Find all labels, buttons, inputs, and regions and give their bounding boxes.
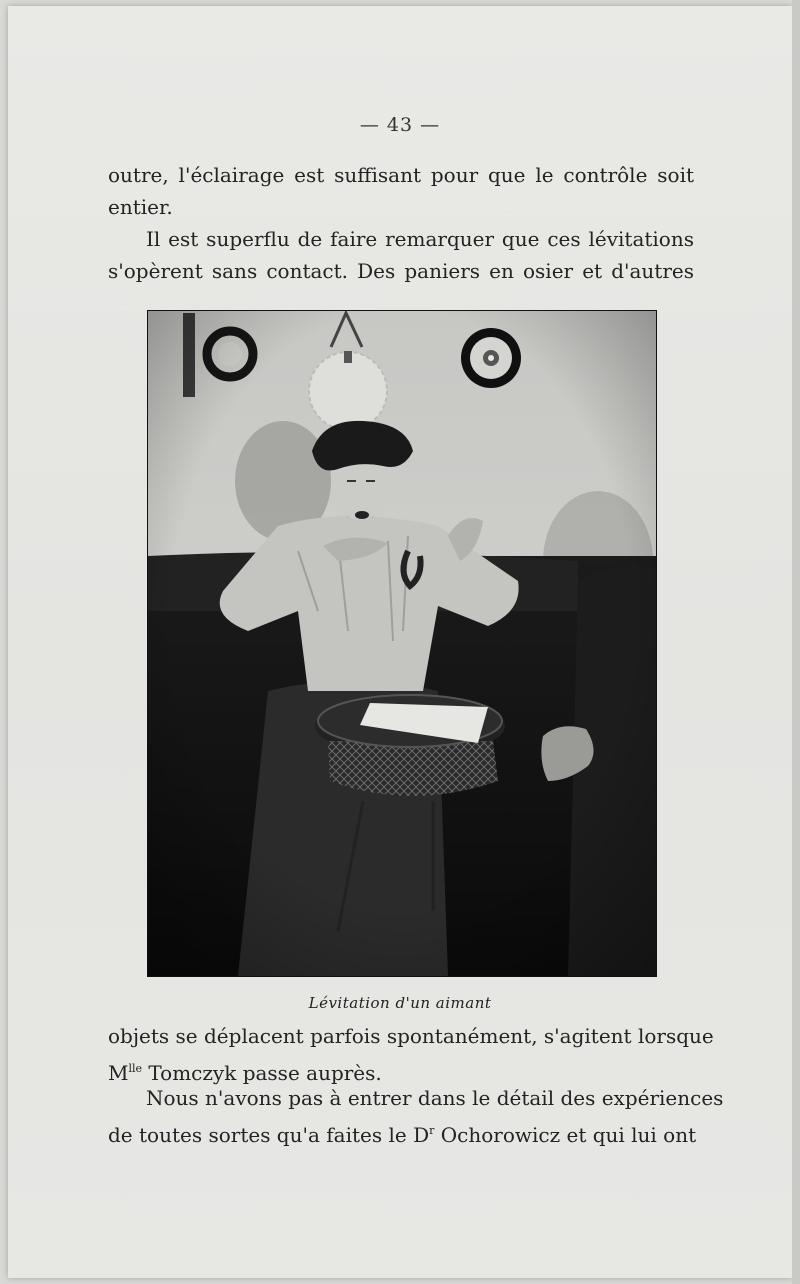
title-abbrev: M (108, 1060, 129, 1085)
line-text: de toutes sortes qu'a faites le D (108, 1122, 430, 1147)
superscript: r (429, 1123, 435, 1137)
text-line (108, 1115, 697, 1152)
photograph-plate (147, 310, 657, 977)
superscript: lle (128, 1061, 143, 1075)
figure-caption: Lévitation d'un aimant (308, 994, 492, 1012)
text-line: Il est superflu de faire remarquer que ces lévitations (146, 227, 694, 251)
text-line: outre, l'éclairage est suffisant pour que le contrôle soit (108, 163, 694, 187)
page-number: — 43 — (359, 114, 441, 136)
page-edge (792, 0, 800, 1284)
paragraph-1 (108, 160, 694, 223)
text-line: entier. (108, 194, 173, 219)
text-line: objets se déplacent parfois spontanément, s'agitent lorsque (108, 1024, 714, 1048)
paragraph-3 (108, 1021, 714, 1089)
line-text: Ochorowicz et qui lui ont (434, 1122, 697, 1147)
line-text: Tomczyk passe auprès. (142, 1060, 382, 1085)
text-line: Nous n'avons pas à entrer dans le détail des expériences (146, 1086, 724, 1110)
text-line: s'opèrent sans contact. Des paniers en osier et d'autres (108, 258, 694, 283)
paragraph-4 (108, 1083, 724, 1151)
photograph (148, 311, 656, 976)
paragraph-2 (108, 224, 694, 287)
